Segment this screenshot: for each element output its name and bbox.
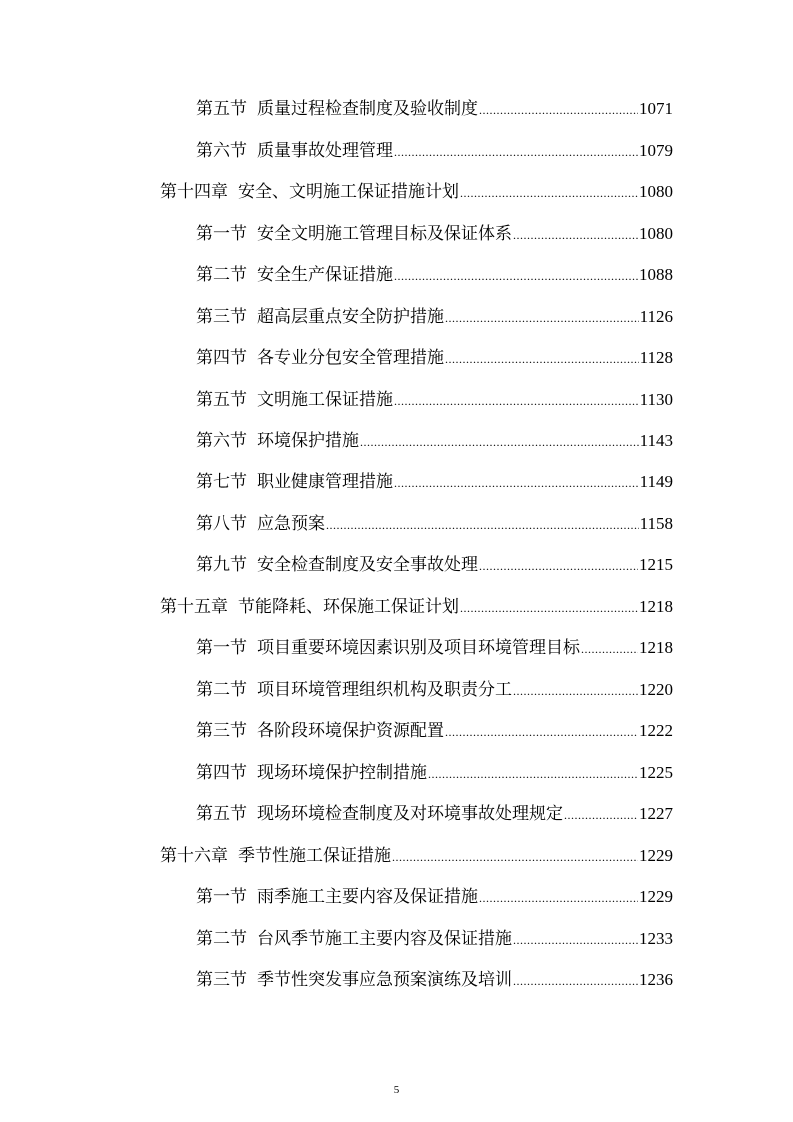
leader-dots [479, 884, 638, 912]
toc-label: 第二节 [196, 265, 247, 285]
toc-entry[interactable] [196, 717, 673, 745]
toc-title: 安全、文明施工保证措施计划 [238, 182, 459, 202]
toc-label: 第五节 [196, 390, 247, 410]
toc-page: 1143 [639, 431, 673, 450]
toc-title: 现场环境检查制度及对环境事故处理规定 [257, 804, 563, 824]
toc-entry[interactable] [196, 759, 673, 787]
toc-page: 1220 [639, 680, 673, 699]
leader-dots [394, 138, 638, 166]
toc-page: 1071 [639, 99, 673, 118]
toc-title: 质量事故处理管理 [257, 141, 393, 161]
toc-entry[interactable] [196, 386, 673, 414]
toc-entry[interactable] [196, 925, 673, 953]
toc-label: 第二节 [196, 929, 247, 949]
toc-page: 1158 [639, 514, 673, 533]
toc-page: 1233 [639, 929, 673, 948]
toc-title: 安全文明施工管理目标及保证体系 [257, 224, 512, 244]
toc-page: 1225 [639, 763, 673, 782]
toc-page: 1218 [639, 638, 673, 657]
toc-title: 项目环境管理组织机构及职责分工 [257, 680, 512, 700]
toc-title: 文明施工保证措施 [257, 390, 393, 410]
leader-dots [445, 345, 639, 373]
toc-title: 雨季施工主要内容及保证措施 [257, 887, 478, 907]
toc-entry[interactable] [196, 468, 673, 496]
toc-label: 第一节 [196, 224, 247, 244]
toc-page: 1088 [639, 265, 673, 284]
toc-entry[interactable] [196, 261, 673, 289]
toc-label: 第三节 [196, 721, 247, 741]
toc-title: 季节性施工保证措施 [238, 846, 391, 866]
leader-dots [513, 926, 638, 954]
leader-dots [460, 179, 638, 207]
toc-page: 1229 [639, 846, 673, 865]
toc-title: 环境保护措施 [257, 431, 359, 451]
toc-label: 第六节 [196, 141, 247, 161]
leader-dots [564, 801, 638, 829]
toc-page: 1222 [639, 721, 673, 740]
toc-title: 各专业分包安全管理措施 [257, 348, 444, 368]
toc-label: 第四节 [196, 348, 247, 368]
toc-title: 安全生产保证措施 [257, 265, 393, 285]
leader-dots [513, 967, 638, 995]
toc-title: 现场环境保护控制措施 [257, 763, 427, 783]
leader-dots [392, 843, 638, 871]
toc-page: 1130 [639, 390, 673, 409]
leader-dots [394, 262, 638, 290]
toc-page: 1128 [639, 348, 673, 367]
toc-entry[interactable] [196, 220, 673, 248]
toc-entry[interactable] [196, 800, 673, 828]
toc-entry[interactable] [196, 95, 673, 123]
leader-dots [513, 221, 638, 249]
leader-dots [360, 428, 639, 456]
toc-label: 第一节 [196, 638, 247, 658]
page-number: 5 [393, 1084, 400, 1096]
leader-dots [581, 635, 638, 663]
toc-title: 质量过程检查制度及验收制度 [257, 99, 478, 119]
leader-dots [460, 594, 638, 622]
toc-page: 1080 [639, 224, 673, 243]
toc-title: 安全检查制度及安全事故处理 [257, 555, 478, 575]
leader-dots [479, 96, 638, 124]
toc-title: 项目重要环境因素识别及项目环境管理目标 [257, 638, 580, 658]
toc-label: 第五节 [196, 804, 247, 824]
leader-dots [513, 677, 638, 705]
toc-page: 1079 [639, 141, 673, 160]
toc-entry[interactable] [196, 303, 673, 331]
toc-page: 1126 [639, 307, 673, 326]
toc-entry[interactable] [196, 634, 673, 662]
toc-label: 第十四章 [160, 182, 228, 202]
toc-entry[interactable] [196, 137, 673, 165]
toc-label: 第四节 [196, 763, 247, 783]
toc-label: 第六节 [196, 431, 247, 451]
toc-title: 台风季节施工主要内容及保证措施 [257, 929, 512, 949]
toc-label: 第七节 [196, 472, 247, 492]
leader-dots [394, 387, 639, 415]
toc-entry[interactable] [196, 676, 673, 704]
toc-entry[interactable] [196, 427, 673, 455]
toc-entry[interactable] [160, 593, 673, 621]
leader-dots [428, 760, 638, 788]
leader-dots [445, 304, 639, 332]
toc-entry[interactable] [160, 178, 673, 206]
toc-title: 超高层重点安全防护措施 [257, 307, 444, 327]
leader-dots [479, 552, 638, 580]
toc-title: 应急预案 [257, 514, 325, 534]
toc-page: 1229 [639, 887, 673, 906]
toc-entry[interactable] [196, 344, 673, 372]
toc-label: 第一节 [196, 887, 247, 907]
toc-title: 职业健康管理措施 [257, 472, 393, 492]
toc-label: 第十六章 [160, 846, 228, 866]
leader-dots [326, 511, 639, 539]
toc-label: 第二节 [196, 680, 247, 700]
toc-entry[interactable] [196, 966, 673, 994]
toc-page: 1149 [639, 472, 673, 491]
toc-label: 第九节 [196, 555, 247, 575]
toc-page: 1218 [639, 597, 673, 616]
toc-title: 节能降耗、环保施工保证计划 [238, 597, 459, 617]
toc-page: 1080 [639, 182, 673, 201]
toc-label: 第十五章 [160, 597, 228, 617]
toc-page: 1215 [639, 555, 673, 574]
toc-page: 1236 [639, 970, 673, 989]
toc-label: 第三节 [196, 307, 247, 327]
toc-label: 第八节 [196, 514, 247, 534]
toc-label: 第三节 [196, 970, 247, 990]
leader-dots [445, 718, 638, 746]
toc-title: 各阶段环境保护资源配置 [257, 721, 444, 741]
toc-title: 季节性突发事应急预案演练及培训 [257, 970, 512, 990]
toc-entry[interactable] [196, 510, 673, 538]
toc-entry[interactable] [196, 551, 673, 579]
toc-entry[interactable] [196, 883, 673, 911]
leader-dots [394, 469, 639, 497]
toc-label: 第五节 [196, 99, 247, 119]
toc-page: 1227 [639, 804, 673, 823]
toc-entry[interactable] [160, 842, 673, 870]
